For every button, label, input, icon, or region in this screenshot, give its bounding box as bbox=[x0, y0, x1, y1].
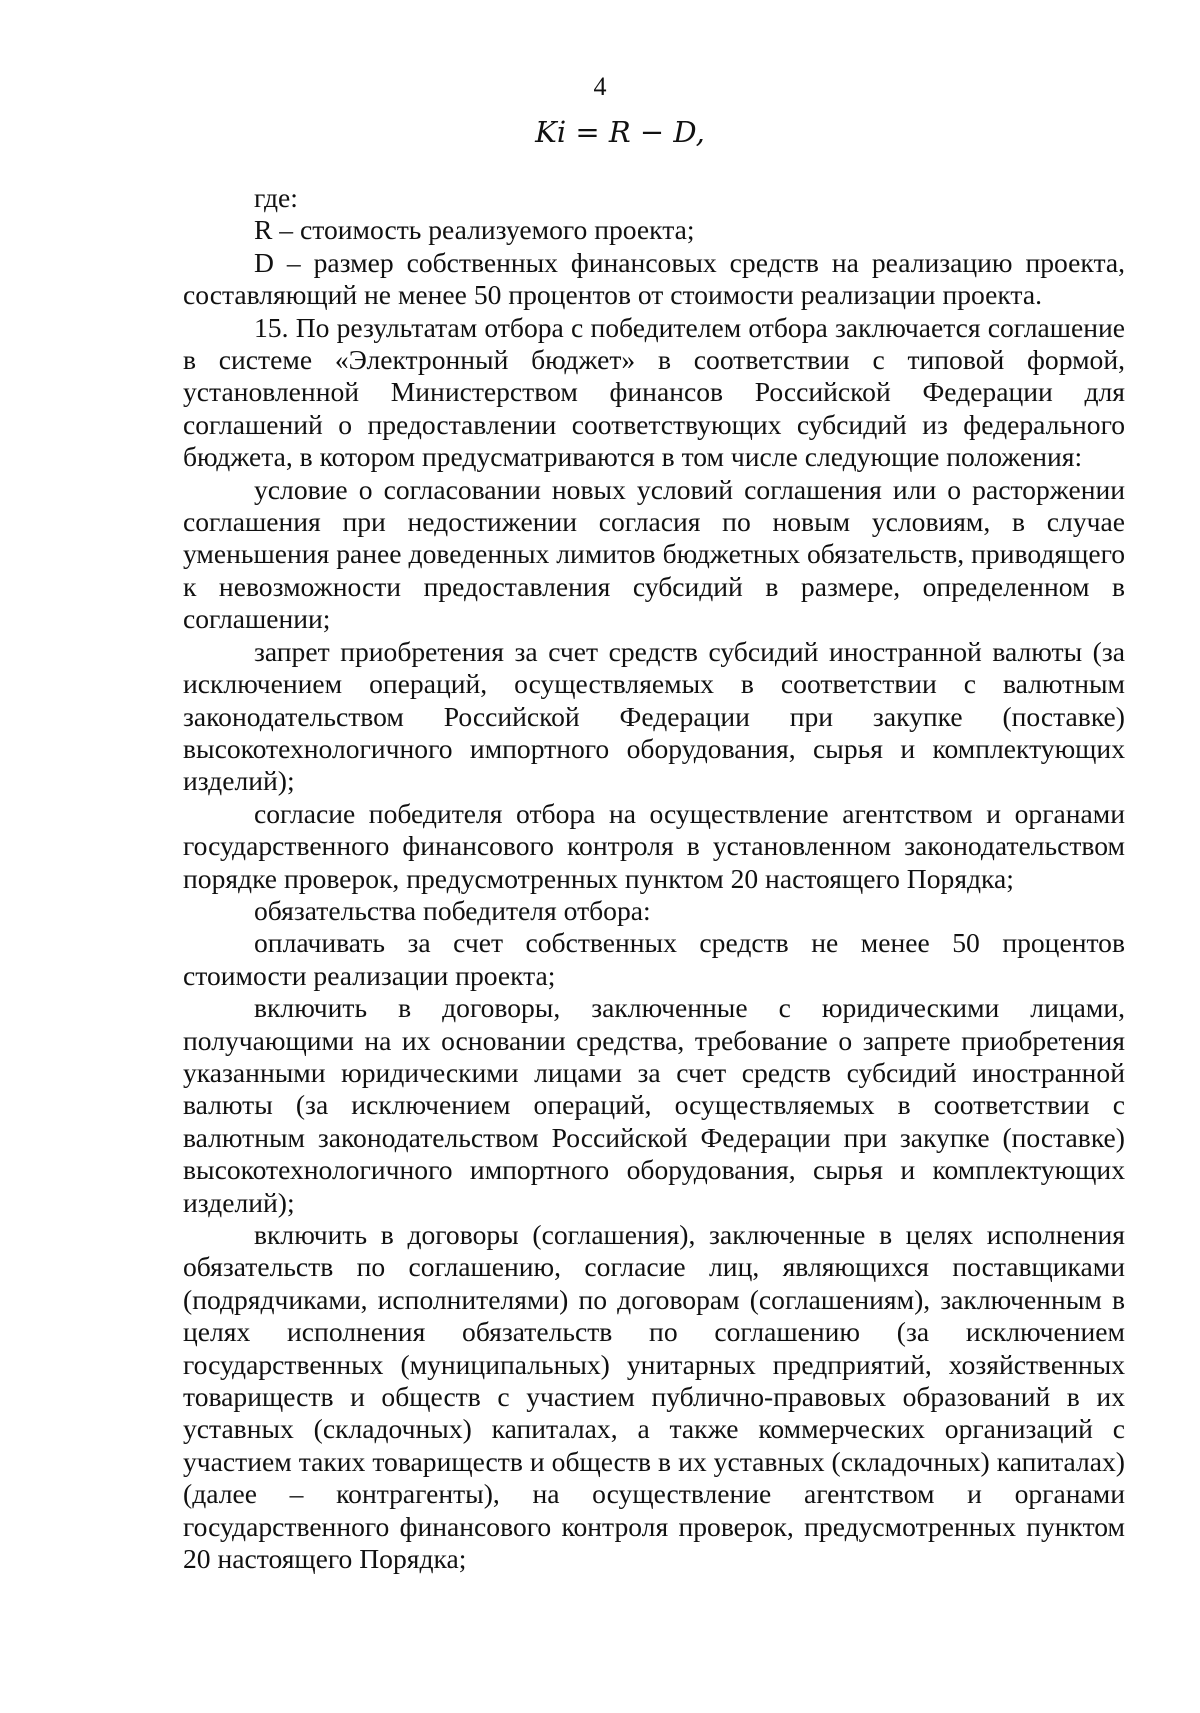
paragraph-definition-r: R – стоимость реализуемого проекта; bbox=[254, 214, 695, 246]
paragraph-currency-ban: запрет приобретения за счет средств субсидий иностранной валюты (за исключением операций, осуществляемых в соответствии с валютным законодательством Российской Федерации при закупке (поставке) высокотехнологичного импортного оборудования, сырья и комплектующих изделий); bbox=[183, 635, 1125, 797]
paragraph-definition-d: D – размер собственных финансовых средств на реализацию проекта, составляющий не менее 50 процентов от стоимости реализации проекта. bbox=[183, 246, 1125, 311]
body-text bbox=[183, 182, 1125, 1575]
paragraph-contracts-consent: включить в договоры (соглашения), заключенные в целях исполнения обязательств по соглашению, согласие лиц, являющихся поставщиками (подрядчиками, исполнителями) по договорам (соглашениям), заключенным в целях исполнения обязательств по соглашению (за исключением государственных (муниципальных) унитарных предприятий, хозяйственных товариществ и обществ с участием публично-правовых образований в их уставных (складочных) капиталах, а также коммерческих организаций с участием таких товариществ и обществ в их уставных (складочных) капиталах) (далее – контрагенты), на осуществление агентством и органами государственного финансового контроля проверок, предусмотренных пунктом 20 настоящего Порядка; bbox=[183, 1219, 1125, 1575]
paragraph-consent-inspections: согласие победителя отбора на осуществление агентством и органами государственного финансового контроля в установленном законодательством порядке проверок, предусмотренных пунктом 20 настоящего Порядка; bbox=[183, 797, 1125, 894]
page-number: 4 bbox=[593, 72, 607, 101]
paragraph-own-funds: оплачивать за счет собственных средств не менее 50 процентов стоимости реализации проекта; bbox=[183, 927, 1125, 991]
formula: Ki = R − D, bbox=[535, 115, 705, 149]
paragraph-obligations-heading: обязательства победителя отбора: bbox=[254, 894, 651, 926]
paragraph-item-15: 15. По результатам отбора с победителем отбора заключается соглашение в системе «Электронный бюджет» в соответствии с типовой формой, установленной Министерством финансов Российской Федерации для соглашений о предоставлении соответствующих субсидий из федерального бюджета, в котором предусматриваются в том числе следующие положения: bbox=[183, 311, 1125, 473]
paragraph-contracts-currency: включить в договоры, заключенные с юридическими лицами, получающими на их основании средства, требование о запрете приобретения указанными юридическими лицами за счет средств субсидий иностранной валюты (за исключением операций, осуществляемых в соответствии с валютным законодательством Российской Федерации при закупке (поставке) высокотехнологичного импортного оборудования, сырья и комплектующих изделий); bbox=[183, 992, 1125, 1218]
paragraph-condition-renegotiation: условие о согласовании новых условий соглашения или о расторжении соглашения при недостижении согласия по новым условиям, в случае уменьшения ранее доведенных лимитов бюджетных обязательств, приводящего к невозможности предоставления субсидий в размере, определенном в соглашении; bbox=[183, 473, 1125, 635]
paragraph-where: где: bbox=[254, 182, 298, 213]
